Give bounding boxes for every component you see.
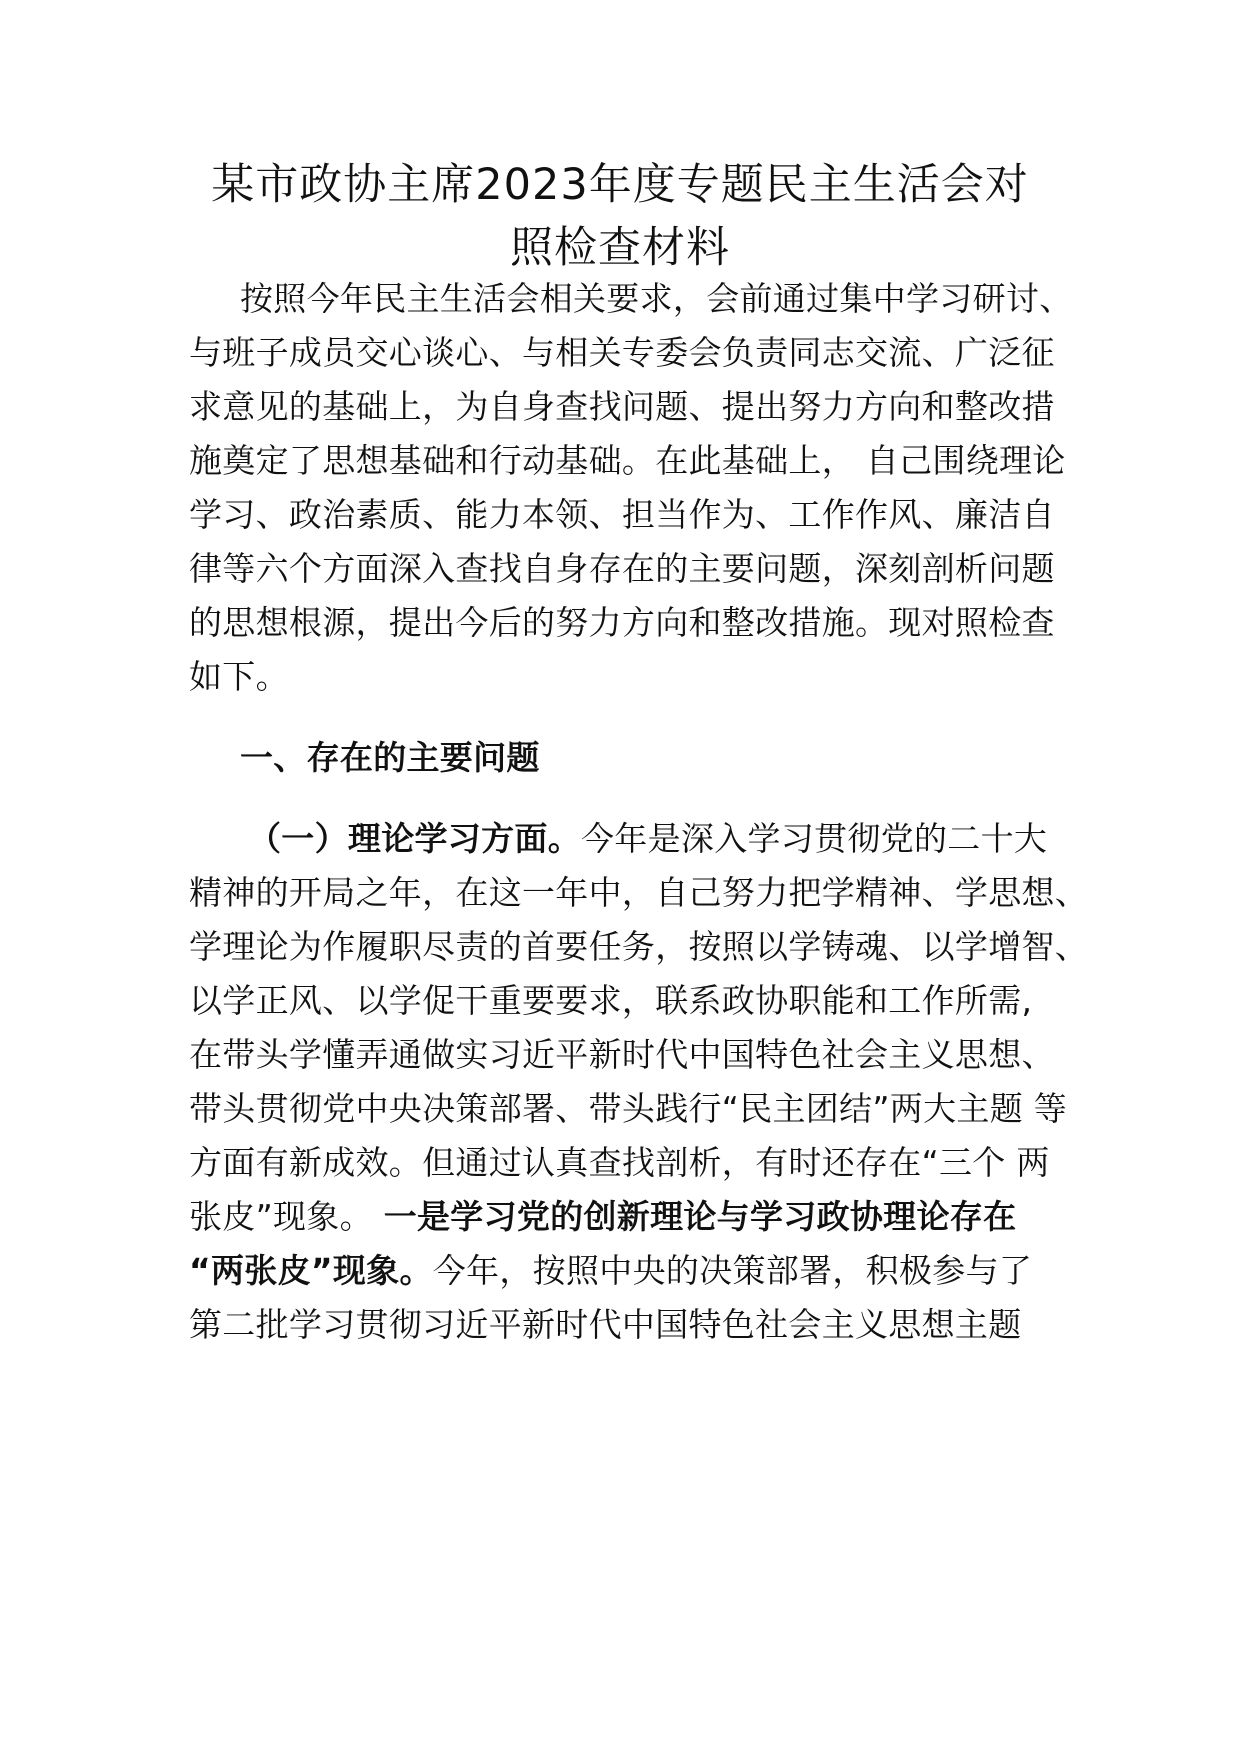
sub1-heading: （一）理论学习方面。 [248, 819, 581, 858]
intro-line-1: 按照今年民主生活会相关要求，会前通过集中学习研讨、 [240, 279, 1073, 318]
intro-line-5: 学习、政治素质、能力本领、担当作为、工作作风、廉洁自 [189, 495, 1055, 534]
sub1-line-5: 在带头学懂弄通做实习近平新时代中国特色社会主义思想、 [189, 1035, 1055, 1074]
document-title-line-2: 照检查材料 [510, 223, 730, 273]
section-heading-1: 一、存在的主要问题 [240, 738, 540, 777]
sub1-line-8 [189, 1194, 1016, 1240]
intro-line-3: 求意见的基础上，为自身查找问题、提出努力方向和整改措 [189, 387, 1055, 426]
sub1-line-2: 精神的开局之年，在这一年中，自己努力把学精神、学思想、 [189, 873, 1089, 912]
sub1-line-10: 第二批学习贯彻习近平新时代中国特色社会主义思想主题 [189, 1305, 1022, 1344]
document-title-line-1: 某市政协主席2023年度专题民主生活会对 [211, 160, 1029, 210]
sub1-point-1-heading-end: “两张皮”现象。 [189, 1251, 433, 1290]
sub1-line-1 [248, 816, 1047, 862]
intro-line-4: 施奠定了思想基础和行动基础。在此基础上， 自己围绕理论 [189, 441, 1066, 480]
sub1-line-1-text: 今年是深入学习贯彻党的二十大 [581, 819, 1048, 858]
sub1-line-6: 带头贯彻党中央决策部署、带头践行“民主团结”两大主题 等 [189, 1089, 1068, 1128]
intro-line-2: 与班子成员交心谈心、与相关专委会负责同志交流、广泛征 [189, 333, 1055, 372]
intro-line-8: 如下。 [189, 657, 289, 696]
sub1-point-1-heading: 一是学习党的创新理论与学习政协理论存在 [383, 1197, 1017, 1236]
intro-line-7: 的思想根源，提出今后的努力方向和整改措施。现对照检查 [189, 603, 1055, 642]
sub1-line-7: 方面有新成效。但通过认真查找剖析，有时还存在“三个 两 [189, 1143, 1050, 1182]
sub1-line-8-text: 张皮”现象。 [189, 1197, 384, 1236]
intro-line-6: 律等六个方面深入查找自身存在的主要问题，深刻剖析问题 [189, 549, 1055, 588]
sub1-line-9 [189, 1248, 1032, 1294]
sub1-line-9-text: 今年，按照中央的决策部署，积极参与了 [432, 1251, 1033, 1290]
sub1-line-3: 学理论为作履职尽责的首要任务，按照以学铸魂、以学增智、 [189, 927, 1089, 966]
sub1-line-4: 以学正风、以学促干重要要求，联系政协职能和工作所需, [189, 981, 1033, 1020]
